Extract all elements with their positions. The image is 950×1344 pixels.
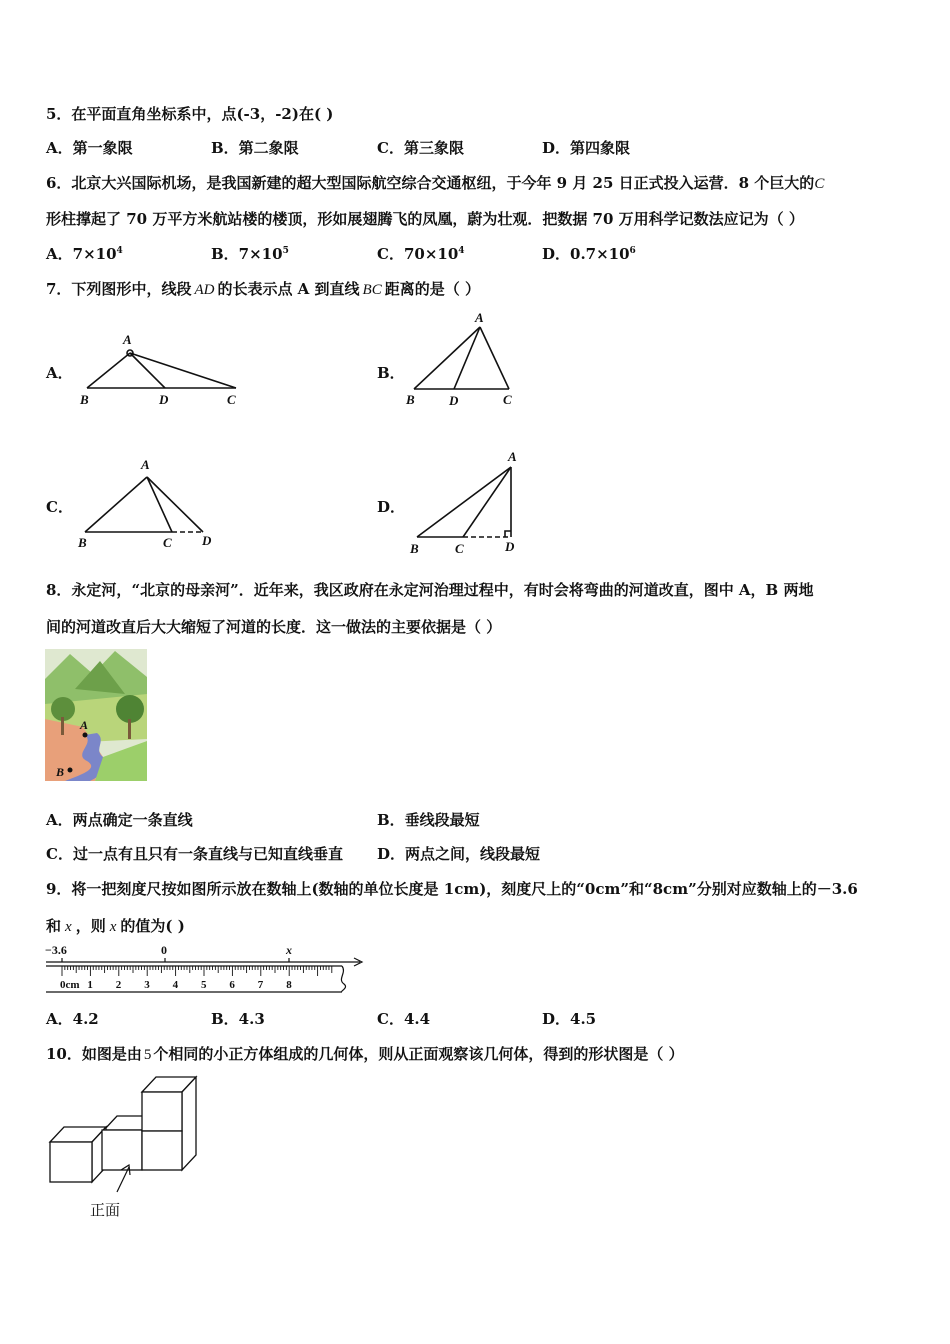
number-line-ruler-figure — [44, 940, 369, 998]
axis-label-x: x — [286, 943, 292, 957]
ruler-label: 4 — [172, 979, 179, 991]
q9-line2-mid: ，则 — [75, 917, 106, 935]
river-landscape-picture — [45, 649, 147, 781]
q6-c-exp: 4 — [458, 246, 465, 256]
q5-option-c[interactable]: C．第三象限 — [377, 139, 464, 157]
ruler-labels — [60, 979, 292, 991]
q7a-label-a: A — [123, 332, 132, 347]
q7b-label-d: D — [449, 393, 459, 408]
q9-option-c[interactable]: C．4.4 — [377, 1010, 431, 1028]
q6-b-base: B．7×10 — [211, 245, 283, 263]
q6-option-c[interactable] — [377, 243, 465, 264]
ruler-label: 7 — [257, 979, 264, 991]
axis-label-neg: −3.6 — [45, 943, 67, 957]
q7-stem-pre: 7．下列图形中，线段 — [46, 280, 192, 298]
cube-solid-figure — [45, 1072, 205, 1222]
q7-stem-post: 距离的是（ ） — [384, 280, 480, 298]
q9-line1: 9．将一把刻度尺按如图所示放在数轴上(数轴的单位长度是 1cm)，刻度尺上的“0cm”和“8cm”分别对应数轴上的－3.6 — [46, 880, 858, 898]
q7-figure-d — [405, 447, 530, 559]
q6-a-exp: 4 — [116, 246, 123, 256]
ruler-label: 1 — [87, 979, 93, 991]
q9-line2-pre: 和 — [46, 917, 62, 935]
q9-var-x: x — [65, 919, 72, 935]
ruler-label: 6 — [229, 979, 235, 991]
ruler-ticks — [62, 966, 332, 976]
q9-option-d[interactable]: D．4.5 — [542, 1010, 597, 1028]
axis-label-zero: 0 — [161, 943, 167, 957]
q8-option-b[interactable]: B．垂线段最短 — [377, 811, 480, 829]
q5-option-b[interactable]: B．第二象限 — [211, 139, 299, 157]
q7-figure-c — [75, 452, 225, 552]
ruler-label: 8 — [286, 979, 292, 991]
q7-seg-bc: BC — [362, 282, 382, 298]
q6-option-b[interactable] — [211, 243, 289, 264]
q7c-label-d: D — [202, 533, 212, 548]
q7-seg-ad: AD — [194, 282, 215, 298]
q9-line2-post: 的值为( ) — [120, 917, 185, 935]
q7-stem-mid: 的长表示点 A 到直线 — [217, 280, 360, 298]
q5-stem: 5．在平面直角坐标系中，点(-3，-2)在( ) — [46, 105, 334, 123]
q6-line2: 形柱撑起了 70 万平方米航站楼的楼顶，形如展翅腾飞的凤凰，蔚为壮观．把数据 70 万用科学记数法应记为（ ） — [46, 210, 804, 228]
q6-d-exp: 6 — [629, 246, 636, 256]
q7-option-a-label[interactable]: A． — [46, 364, 73, 382]
q5-option-d[interactable]: D．第四象限 — [542, 139, 631, 157]
q9-option-b[interactable]: B．4.3 — [211, 1010, 265, 1028]
front-label: 正面 — [90, 1201, 121, 1219]
q7d-label-a: A — [508, 449, 517, 464]
q6-line1 — [46, 172, 824, 193]
q9-option-a[interactable]: A．4.2 — [46, 1010, 99, 1028]
q7d-label-b: B — [410, 541, 419, 556]
ruler-label: 0cm — [60, 979, 80, 991]
pic-label-a: A — [80, 718, 89, 732]
q7-option-d-label[interactable]: D． — [377, 498, 406, 516]
q7b-label-b: B — [406, 392, 415, 407]
q7b-label-a: A — [475, 310, 484, 325]
q6-c-base: C．70×10 — [377, 245, 459, 263]
q7a-label-b: B — [80, 392, 89, 407]
q7a-label-d: D — [159, 392, 169, 407]
ruler-label: 5 — [201, 979, 207, 991]
q7-figure-b — [400, 305, 530, 410]
q8-line1: 8．永定河，“北京的母亲河”．近年来，我区政府在永定河治理过程中，有时会将弯曲的河道改直，图中 A，B 两地 — [46, 581, 814, 599]
q10-num: 5 — [143, 1047, 152, 1063]
q6-d-base: D．0.7×10 — [542, 245, 630, 263]
q6-line1-text: 6．北京大兴国际机场，是我国新建的超大型国际航空综合交通枢纽，于今年 9 月 25 日正式投入运营．8 个巨大的 — [46, 174, 815, 192]
q6-var-c: C — [814, 176, 825, 192]
pic-label-b: B — [56, 765, 65, 779]
q10-stem — [46, 1043, 684, 1064]
ruler-label: 3 — [144, 979, 150, 991]
q8-line2: 间的河道改直后大大缩短了河道的长度．这一做法的主要依据是（ ） — [46, 618, 502, 636]
q5-option-a[interactable]: A．第一象限 — [46, 139, 133, 157]
ruler-label: 2 — [115, 979, 122, 991]
q7c-label-b: B — [78, 535, 87, 550]
q9-line2 — [46, 915, 185, 936]
q7-option-b-label[interactable]: B． — [377, 364, 405, 382]
q10-stem-pre: 10．如图是由 — [46, 1045, 142, 1063]
q6-b-exp: 5 — [282, 246, 289, 256]
q6-a-base: A．7×10 — [46, 245, 117, 263]
q7c-label-a: A — [141, 457, 150, 472]
q7-option-c-label[interactable]: C． — [46, 498, 73, 516]
q10-stem-post: 个相同的小正方体组成的几何体，则从正面观察该几何体，得到的形状图是（ ） — [153, 1045, 684, 1063]
q7d-label-c: C — [455, 541, 464, 556]
q8-option-a[interactable]: A．两点确定一条直线 — [46, 811, 193, 829]
q6-option-d[interactable] — [542, 243, 636, 264]
q7-figure-a — [75, 330, 250, 412]
q7c-label-c: C — [163, 535, 172, 550]
q7a-label-c: C — [227, 392, 236, 407]
q6-option-a[interactable] — [46, 243, 123, 264]
q7-stem — [46, 278, 480, 299]
q9-var-x2: x — [109, 919, 117, 935]
q7b-label-c: C — [503, 392, 512, 407]
q7d-label-d: D — [505, 539, 515, 554]
q8-option-c[interactable]: C．过一点有且只有一条直线与已知直线垂直 — [46, 845, 343, 863]
q8-option-d[interactable]: D．两点之间，线段最短 — [377, 845, 541, 863]
